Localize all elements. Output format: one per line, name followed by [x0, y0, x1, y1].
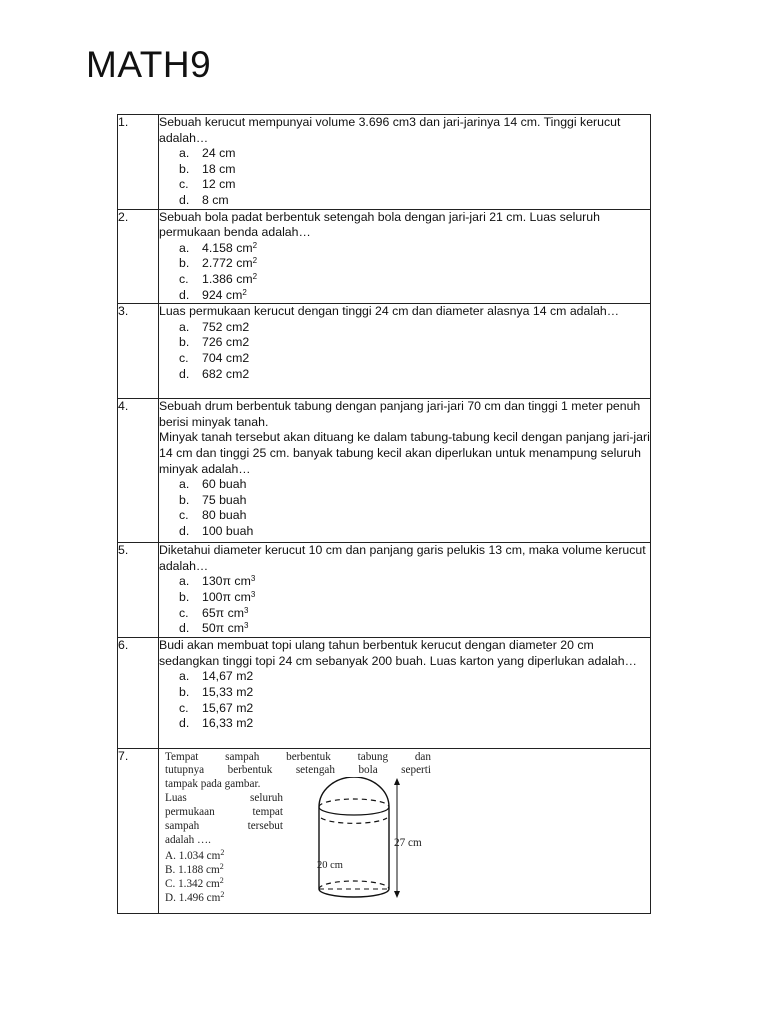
option-superscript: 2 [252, 240, 258, 250]
question-body [159, 209, 651, 304]
option [159, 508, 650, 524]
option-superscript: 2 [252, 256, 258, 266]
question-body [159, 304, 651, 399]
question-row [118, 638, 651, 749]
option [159, 335, 650, 351]
question-figure-block [165, 749, 437, 911]
option-letter: a. [179, 477, 190, 492]
option-letter: a. [179, 146, 190, 161]
hemisphere-lid [319, 777, 389, 807]
option [159, 574, 650, 590]
option [159, 685, 650, 701]
option-text: 1.034 cm [178, 850, 221, 863]
option-letter: d. [179, 192, 190, 207]
option-letter: b. [179, 589, 190, 604]
option-superscript: 2 [220, 890, 225, 900]
question-body [159, 749, 651, 914]
option [165, 864, 283, 878]
question-body [159, 399, 651, 543]
option-letter: a. [179, 240, 190, 255]
question-text-line: adalah …. [165, 834, 211, 847]
option-letter: c. [179, 700, 189, 715]
option-superscript: 2 [219, 862, 224, 872]
option [159, 621, 650, 637]
option-text: 15,33 m2 [202, 684, 254, 699]
option-letter: b. [179, 684, 190, 699]
option-letter: c. [179, 177, 189, 192]
option-letter: d. [179, 523, 190, 538]
option-text: 1.188 cm [178, 864, 220, 877]
option [159, 193, 650, 209]
option [159, 669, 650, 685]
option [165, 850, 283, 864]
option [159, 288, 650, 304]
option [159, 256, 650, 272]
option-text: 100π cm [202, 589, 251, 604]
page-title: MATH9 [86, 44, 212, 85]
option [159, 524, 650, 540]
option-list [159, 477, 650, 539]
base-ellipse-front [319, 889, 389, 897]
option [159, 701, 650, 717]
option-text: 704 cm2 [202, 350, 250, 365]
height-label: 27 cm [394, 837, 422, 850]
option-text: 15,67 m2 [202, 700, 254, 715]
question-row [118, 304, 651, 399]
option-letter: b. [179, 256, 190, 271]
question-text-continued: Minyak tanah tersebut akan dituang ke dalam tabung-tabung kecil dengan panjang jari-jari 14 cm dan tinggi 25 cm. banyak tabung kecil akan diperlukan untuk menampung seluruh minyak adalah… [159, 430, 650, 476]
question-number: 4. [118, 399, 159, 543]
option-letter: a. [179, 319, 190, 334]
question-body [159, 115, 651, 210]
question-row [118, 543, 651, 638]
question-body [159, 543, 651, 638]
question-text: Sebuah kerucut mempunyai volume 3.696 cm3 dan jari-jarinya 14 cm. Tinggi kerucut adalah… [159, 115, 621, 145]
option-letter: a. [179, 574, 190, 589]
option-letter: d. [179, 287, 190, 302]
option [159, 351, 650, 367]
question-text-line: tutupnya berbentuk setengah bola seperti [165, 764, 431, 777]
option-text: 12 cm [202, 177, 236, 192]
option [159, 590, 650, 606]
option-text: 16,33 m2 [202, 716, 254, 731]
question-number: 6. [118, 638, 159, 749]
option [159, 272, 650, 288]
option-text: 18 cm [202, 161, 236, 176]
option [159, 146, 650, 162]
option-superscript: 3 [243, 605, 249, 615]
trash-bin-figure [305, 777, 405, 909]
option-text: 14,67 m2 [202, 669, 254, 684]
height-arrow-bottom [394, 891, 400, 898]
option-superscript: 2 [252, 271, 258, 281]
option-superscript: 3 [250, 589, 256, 599]
question-text: Budi akan membuat topi ulang tahun berbentuk kerucut dengan diameter 20 cm sedangkan tinggi topi 24 cm sebanyak 200 buah. Luas karton yang diperlukan adalah… [159, 638, 637, 668]
lid-rim-dashed [321, 818, 387, 823]
option-superscript: 3 [250, 574, 256, 584]
option [159, 177, 650, 193]
option-text: 100 buah [202, 523, 254, 538]
option-list [159, 241, 650, 303]
option-superscript: 2 [219, 876, 224, 886]
option-text: 130π cm [202, 574, 251, 589]
option-text: 8 cm [202, 192, 229, 207]
diameter-label: 20 cm [317, 860, 343, 872]
option-text: 924 cm [202, 287, 243, 302]
lid-ellipse-back [319, 799, 389, 807]
option-letter: b. [179, 492, 190, 507]
option-text: 24 cm [202, 146, 236, 161]
option-text: 80 buah [202, 508, 247, 523]
question-text-line: tampak pada gambar. [165, 778, 261, 791]
option-superscript: 2 [220, 848, 225, 858]
question-text: Diketahui diameter kerucut 10 cm dan panjang garis pelukis 13 cm, maka volume kerucut adalah… [159, 543, 646, 573]
option-text: 1.386 cm [202, 271, 253, 286]
option-text: 65π cm [202, 605, 244, 620]
option-letter: a. [179, 669, 190, 684]
option [159, 477, 650, 493]
option [159, 367, 650, 383]
base-ellipse-back [319, 881, 389, 889]
question-text-line: sampah tersebut [165, 820, 283, 833]
question-text-line: Luas seluruh [165, 792, 283, 805]
option-letter: d. [179, 621, 190, 636]
option-text: 50π cm [202, 621, 244, 636]
option [165, 892, 283, 906]
question-number: 1. [118, 115, 159, 210]
question-number: 7. [118, 749, 159, 914]
question-number: 3. [118, 304, 159, 399]
option-letter: d. [179, 716, 190, 731]
option-list [159, 320, 650, 382]
option [159, 716, 650, 732]
question-text-line: Tempat sampah berbentuk tabung dan [165, 751, 431, 764]
option-text: 726 cm2 [202, 335, 250, 350]
option-letter: d. [179, 366, 190, 381]
option-text: 1.496 cm [178, 892, 221, 905]
option [159, 241, 650, 257]
option-text: 1.342 cm [178, 878, 220, 891]
question-text: Sebuah drum berbentuk tabung dengan panjang jari-jari 70 cm dan tinggi 1 meter penuh berisi minyak tanah. [159, 399, 641, 429]
option [159, 493, 650, 509]
option-list [159, 146, 650, 208]
option [159, 320, 650, 336]
option-letter: c. [179, 508, 189, 523]
option-letter: b. [179, 335, 190, 350]
option-text: 60 buah [202, 477, 247, 492]
option-letter: D. [165, 892, 176, 905]
option-letter: B. [165, 864, 176, 877]
option-letter: c. [179, 605, 189, 620]
question-row [118, 399, 651, 543]
option-letter: C. [165, 878, 176, 891]
option [159, 162, 650, 178]
question-number: 2. [118, 209, 159, 304]
option-text: 4.158 cm [202, 240, 253, 255]
question-row [118, 749, 651, 914]
option [159, 606, 650, 622]
option-text: 2.772 cm [202, 256, 253, 271]
question-table [117, 114, 651, 914]
option-letter: A. [165, 850, 176, 863]
question-text: Sebuah bola padat berbentuk setengah bola dengan jari-jari 21 cm. Luas seluruh permukaan benda adalah… [159, 209, 600, 240]
option-list [159, 669, 650, 731]
option-list [159, 574, 650, 636]
question-body [159, 638, 651, 749]
option-superscript: 2 [242, 287, 247, 297]
question-number: 5. [118, 543, 159, 638]
option-letter: c. [179, 271, 189, 286]
option-text: 682 cm2 [202, 366, 250, 381]
question-row [118, 115, 651, 210]
option-text: 75 buah [202, 492, 247, 507]
option-superscript: 3 [243, 621, 249, 631]
height-arrow-top [394, 778, 400, 785]
question-text-line: permukaan tempat [165, 806, 283, 819]
question-row [118, 209, 651, 304]
option-letter: c. [179, 350, 189, 365]
option-letter: b. [179, 161, 190, 176]
lid-ellipse-front [319, 807, 389, 815]
option-text: 752 cm2 [202, 319, 250, 334]
question-text: Luas permukaan kerucut dengan tinggi 24 cm dan diameter alasnya 14 cm adalah… [159, 304, 620, 319]
